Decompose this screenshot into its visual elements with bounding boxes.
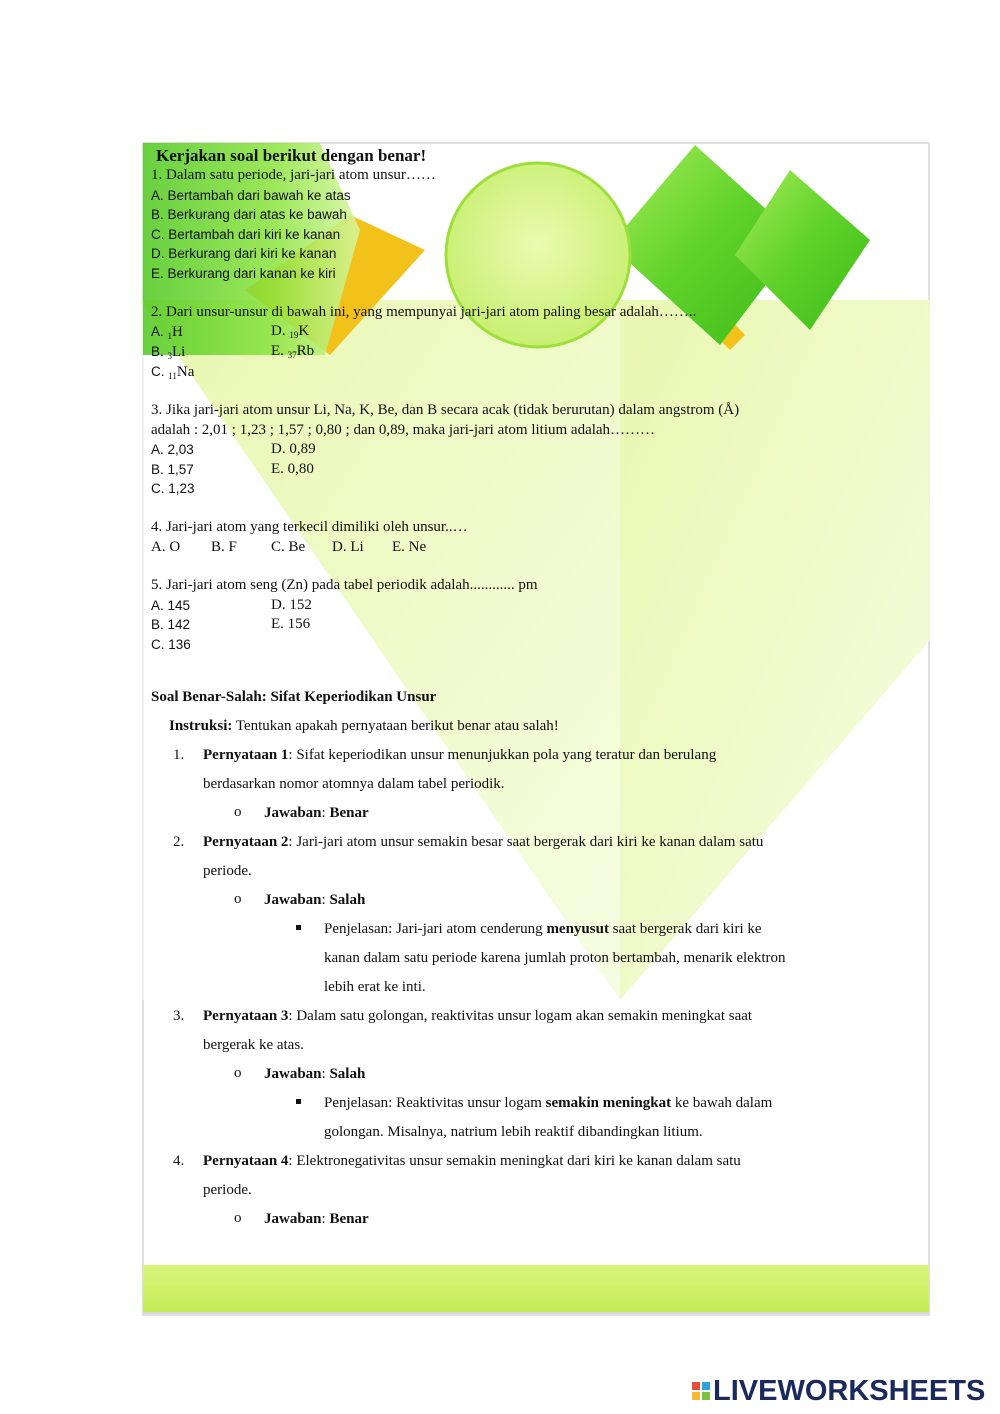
question-4-option-b[interactable]: B. F xyxy=(211,539,237,555)
question-5-option-a[interactable]: A. 145 xyxy=(151,598,191,613)
statement-4-number: 4. xyxy=(173,1153,185,1169)
statement-3-text-cont: bergerak ke atas. xyxy=(203,1037,304,1053)
statement-2-text: Pernyataan 2: Jari-jari atom unsur semakin besar saat bergerak dari kiri ke kanan dalam satu xyxy=(203,834,764,850)
statement-1-answer[interactable]: Jawaban: Benar xyxy=(264,805,369,821)
question-4-option-e[interactable]: E. Ne xyxy=(392,539,427,555)
statement-4-text-cont: periode. xyxy=(203,1182,252,1198)
statement-3-explanation: Penjelasan: Reaktivitas unsur logam semakin meningkat ke bawah dalam xyxy=(324,1095,773,1111)
statement-2-explanation: Penjelasan: Jari-jari atom cenderung menyusut saat bergerak dari kiri ke xyxy=(324,921,762,937)
question-3-option-a[interactable]: A. 2,03 xyxy=(151,442,194,457)
question-1-option-d[interactable]: D. Berkurang dari kiri ke kanan xyxy=(151,246,337,261)
question-5-option-d[interactable]: D. 152 xyxy=(271,597,312,613)
question-4-option-c[interactable]: C. Be xyxy=(271,539,306,555)
statement-3-number: 3. xyxy=(173,1008,185,1024)
question-2-option-d[interactable]: D. $_{19}$K xyxy=(271,323,310,340)
truefalse-title: Soal Benar-Salah: Sifat Keperiodikan Unsur xyxy=(151,689,437,705)
statement-2-text-cont: periode. xyxy=(203,863,252,879)
question-2-option-b[interactable]: B. $_3$Li xyxy=(151,344,186,361)
statement-1-text: Pernyataan 1: Sifat keperiodikan unsur menunjukkan pola yang teratur dan berulang xyxy=(203,747,717,763)
question-1-stem: 1. Dalam satu periode, jari-jari atom unsur…… xyxy=(151,167,436,183)
liveworksheets-logo-icon xyxy=(692,1382,710,1400)
statement-4-text: Pernyataan 4: Elektronegativitas unsur semakin meningkat dari kiri ke kanan dalam satu xyxy=(203,1153,741,1169)
statement-3-explanation-cont: golongan. Misalnya, natrium lebih reaktif dibandingkan litium. xyxy=(324,1124,703,1140)
statement-1-number: 1. xyxy=(173,747,185,763)
question-3-option-d[interactable]: D. 0,89 xyxy=(271,441,316,457)
circle-bullet-icon: o xyxy=(234,804,242,820)
statement-2-explanation-cont: kanan dalam satu periode karena jumlah proton bertambah, menarik elektron xyxy=(324,950,786,966)
question-2-option-c[interactable]: C. $_{11}$Na xyxy=(151,364,195,381)
question-5-option-e[interactable]: E. 156 xyxy=(271,616,311,632)
question-1-option-b[interactable]: B. Berkurang dari atas ke bawah xyxy=(151,207,347,222)
question-2-option-a[interactable]: A. $_1$H xyxy=(151,324,183,341)
liveworksheets-logo[interactable] xyxy=(692,1374,985,1408)
question-3-option-e[interactable]: E. 0,80 xyxy=(271,461,314,477)
circle-bullet-icon: o xyxy=(234,1065,242,1081)
question-1-option-e[interactable]: E. Berkurang dari kanan ke kiri xyxy=(151,266,336,281)
statement-2-answer[interactable]: Jawaban: Salah xyxy=(264,892,366,908)
question-2-stem: 2. Dari unsur-unsur di bawah ini, yang mempunyai jari-jari atom paling besar adalah…….. xyxy=(151,304,697,320)
statement-1-text-cont: berdasarkan nomor atomnya dalam tabel periodik. xyxy=(203,776,505,792)
question-4-option-d[interactable]: D. Li xyxy=(332,539,364,555)
question-1-option-a[interactable]: A. Bertambah dari bawah ke atas xyxy=(151,188,351,203)
question-3-option-b[interactable]: B. 1,57 xyxy=(151,462,194,477)
statement-2-explanation-end: lebih erat ke inti. xyxy=(324,979,426,995)
square-bullet-icon xyxy=(296,1099,301,1104)
question-3-stem-line-2: adalah : 2,01 ; 1,23 ; 1,57 ; 0,80 ; dan 0,89, maka jari-jari atom litium adalah……… xyxy=(151,422,656,438)
truefalse-instruction: Instruksi: Tentukan apakah pernyataan berikut benar atau salah! xyxy=(169,718,559,734)
question-4-option-a[interactable]: A. O xyxy=(151,539,181,555)
question-3-option-c[interactable]: C. 1,23 xyxy=(151,481,195,496)
question-5-option-b[interactable]: B. 142 xyxy=(151,617,191,632)
question-1-option-c[interactable]: C. Bertambah dari kiri ke kanan xyxy=(151,227,341,242)
statement-2-number: 2. xyxy=(173,834,185,850)
question-5-stem: 5. Jari-jari atom seng (Zn) pada tabel periodik adalah............ pm xyxy=(151,577,538,593)
worksheet-heading: Kerjakan soal berikut dengan benar! xyxy=(156,146,427,165)
question-4-stem: 4. Jari-jari atom yang terkecil dimiliki oleh unsur..… xyxy=(151,519,468,535)
square-bullet-icon xyxy=(296,925,301,930)
statement-3-answer[interactable]: Jawaban: Salah xyxy=(264,1066,366,1082)
question-3-stem-line-1: 3. Jika jari-jari atom unsur Li, Na, K, Be, dan B secara acak (tidak berurutan) dalam angstrom (Å) xyxy=(151,402,740,418)
statement-3-text: Pernyataan 3: Dalam satu golongan, reaktivitas unsur logam akan semakin meningkat saat xyxy=(203,1008,753,1024)
question-5-option-c[interactable]: C. 136 xyxy=(151,637,191,652)
circle-bullet-icon: o xyxy=(234,891,242,907)
question-2-option-e[interactable]: E. $_{37}$Rb xyxy=(271,343,315,360)
circle-bullet-icon: o xyxy=(234,1210,242,1226)
liveworksheets-logo-text: LIVEWORKSHEETS xyxy=(713,1374,986,1407)
statement-4-answer[interactable]: Jawaban: Benar xyxy=(264,1211,369,1227)
